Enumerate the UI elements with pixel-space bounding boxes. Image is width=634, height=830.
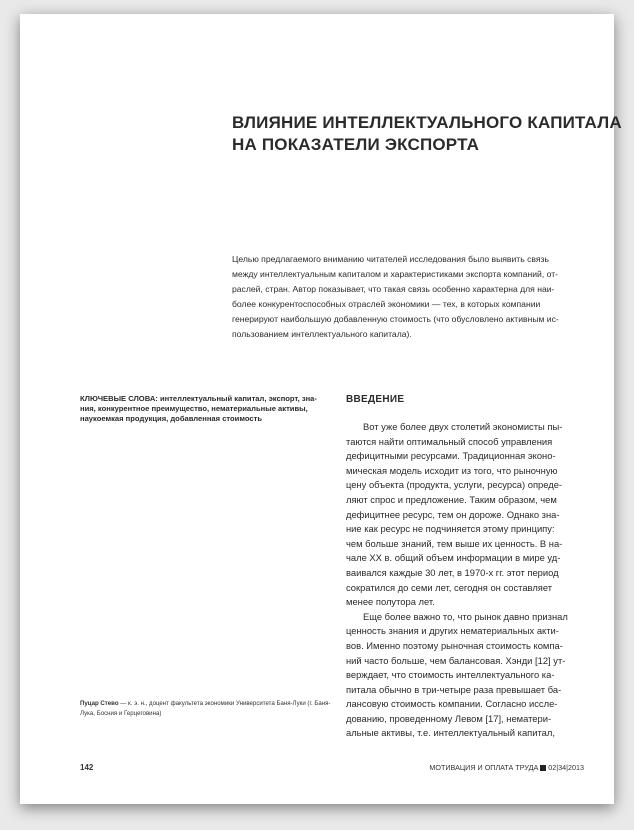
body-line: менее полутора лет. <box>346 596 435 608</box>
author-note <box>80 699 350 718</box>
abstract-line: пользованием интеллектуального капитала). <box>232 329 412 339</box>
body-line: ваивался каждые 30 лет, в 1970-х гг. этот период <box>346 566 559 578</box>
body-line: мическая модель исходит из того, что рыночную <box>346 464 558 476</box>
journal-footer <box>429 763 584 772</box>
body-line: ляют спрос и предложение. Таким образом, чем <box>346 493 557 505</box>
keywords-line: ния, конкурентное преимущество, нематериальные активы, <box>80 404 308 413</box>
body-line: чале XX в. общий объем информации в мире уд- <box>346 552 561 564</box>
abstract-line: более конкурентоспособных отраслей экономики — тех, в которых компании <box>232 299 541 309</box>
keywords-line: наукоемкая продукция, добавленная стоимость <box>80 414 263 423</box>
body-line: цену объекта (продукта, услуги, ресурса) опреде- <box>346 479 563 491</box>
abstract-line: раслей, стран. Автор показывает, что такая связь особенно характерна для наи- <box>232 284 555 294</box>
body-line: Вот уже более двух столетий экономисты пы- <box>363 421 563 432</box>
title-line: ВЛИЯНИЕ ИНТЕЛЛЕКТУАЛЬНОГО КАПИТАЛА <box>232 113 622 132</box>
section-title: ВВЕДЕНИЕ <box>346 394 405 405</box>
body-line: ний часто больше, чем балансовая. Хэнди [12] ут- <box>346 654 566 666</box>
journal-name: МОТИВАЦИЯ И ОПЛАТА ТРУДА <box>429 763 539 772</box>
body-text <box>346 420 608 741</box>
body-line: дефицитнее ресурс, тем он дороже. Однако зна- <box>346 508 560 520</box>
article-title <box>232 112 622 156</box>
square-icon <box>540 765 546 771</box>
body-line: лансовую стоимость компании. Согласно иссле- <box>346 698 558 710</box>
body-line: ценность знания и других нематериальных акти- <box>346 625 559 637</box>
body-line: Еще более важно то, что рынок давно признал <box>363 610 568 622</box>
body-line: вов. Именно поэтому рыночная стоимость компа- <box>346 639 563 651</box>
page-number: 142 <box>80 763 94 772</box>
body-line: верждает, что стоимость интеллектуального ка- <box>346 669 555 681</box>
author-name: Пуцар Стево <box>80 700 119 707</box>
body-line: альные активы, т.е. интеллектуальный капитал, <box>346 727 555 739</box>
document-page <box>20 14 622 804</box>
body-line: дефицитными ресурсами. Традиционная эконо- <box>346 450 556 462</box>
abstract <box>232 252 602 342</box>
body-line: чем больше знаний, тем выше их ценность. В на- <box>346 537 563 549</box>
body-line: питала обычно в три-четыре раза превышает ба- <box>346 683 562 695</box>
abstract-line: Целью предлагаемого вниманию читателей исследования было выявить связь <box>232 254 549 264</box>
keywords <box>80 394 340 424</box>
author-affiliation-cont: Лука, Босния и Герцеговина) <box>80 709 162 717</box>
body-line: таются найти оптимальный способ управления <box>346 435 553 447</box>
abstract-line: между интеллектуальным капиталом и характеристиками экспорта компаний, от- <box>232 269 558 279</box>
abstract-line: генерируют наибольшую добавленную стоимость (что обусловлено активным ис- <box>232 314 559 324</box>
author-affiliation: — к. э. н., доцент факультета экономики Университета Баня-Луки (г. Баня- <box>118 700 331 707</box>
title-line: НА ПОКАЗАТЕЛИ ЭКСПОРТА <box>232 135 480 154</box>
keywords-line: КЛЮЧЕВЫЕ СЛОВА: интеллектуальный капитал, экспорт, зна- <box>80 394 317 403</box>
body-line: ние как ресурс не подчиняется этому принципу: <box>346 523 555 535</box>
body-line: дованию, проведенному Левом [17], нематери- <box>346 712 552 724</box>
journal-issue: 02|34|2013 <box>548 763 584 772</box>
body-line: сократился до семи лет, сегодня он составляет <box>346 581 553 593</box>
